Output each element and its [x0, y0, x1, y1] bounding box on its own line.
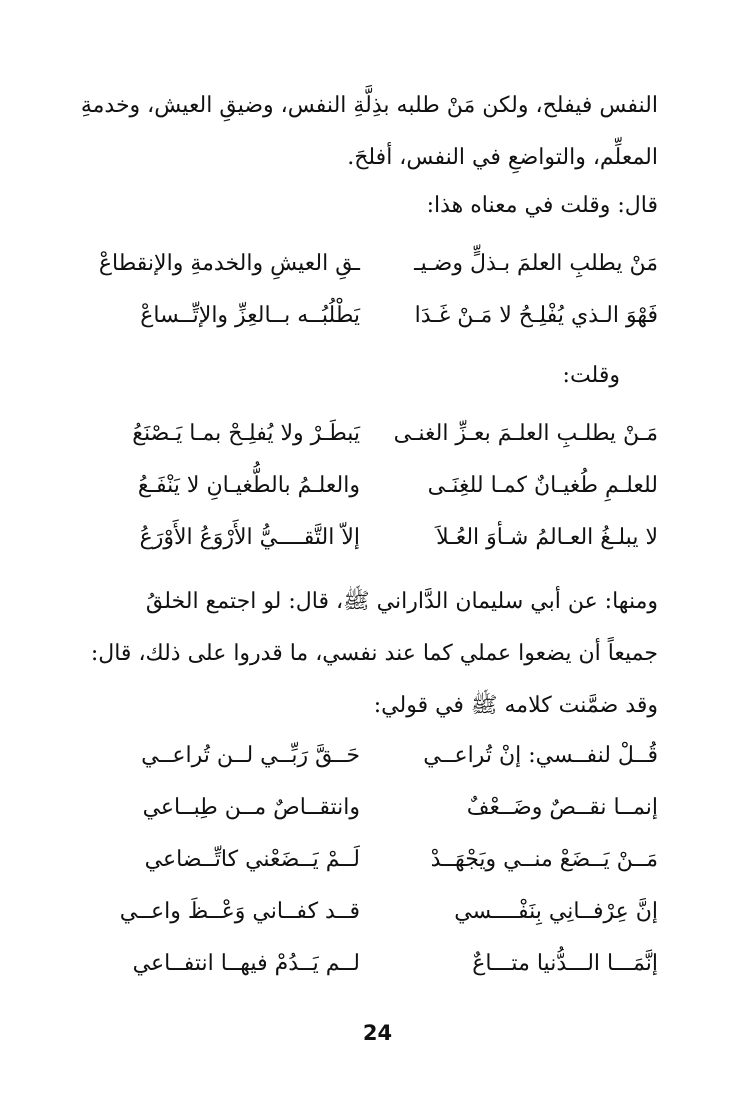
verse-first-hemistich: مَــنْ يَــضَعْ منــي ويَجْهَــدْ: [430, 847, 658, 872]
verse-first-hemistich: للعلـمِ طُغيـانٌ كمـا للغِنَـى: [427, 473, 658, 498]
verse-line: [90, 938, 658, 990]
verse-line: [90, 408, 658, 460]
verse-line: [90, 782, 658, 834]
verse-second-hemistich: قــد كفــاني وَعْــظَ واعــي: [119, 899, 360, 924]
verse-first-hemistich: مَنْ يطلبِ العلمَ بـذلٍّ وضـيـ: [414, 251, 658, 276]
page-number: 24: [362, 1021, 393, 1045]
verse-first-hemistich: لا يبلـغُ العـالمُ شـأوَ العُـلاَ: [436, 525, 658, 550]
verse-line: [90, 834, 658, 886]
verse-line: [90, 512, 658, 564]
verse-second-hemistich: لــم يَــدُمْ فيهــا انتفــاعي: [132, 951, 360, 976]
prose-line: ومنها: عن أبي سليمان الدَّاراني ﷺ، قال: لو اجتمع الخلقُ: [145, 589, 658, 614]
prose-line: المعلِّم، والتواضعِ في النفس، أفلحَ.: [347, 145, 658, 170]
verse-line: [90, 290, 658, 342]
verse-first-hemistich: مَـنْ يطلـبِ العلـمَ بعـزِّ الغنـى: [393, 421, 658, 446]
verse-intro: وقلت:: [562, 363, 620, 388]
verse-second-hemistich: يَبطَـرْ ولا يُفلِـحْ بمـا يَـصْنَعُ: [132, 421, 360, 446]
prose-line: وقد ضمَّنت كلامه ﷺ في قولي:: [373, 693, 658, 718]
verse-second-hemistich: والعلـمُ بالطُّغيـانِ لا يَنْفَـعُ: [137, 473, 360, 498]
paragraph-opening: [80, 80, 658, 184]
verse-second-hemistich: إلاّ التَّقــــيُّ الأَرْوَعُ الأَوْرَعُ: [139, 525, 360, 550]
verse-second-hemistich: وانتقــاصٌ مــن طِبــاعي: [142, 795, 360, 820]
verse-line: [90, 886, 658, 938]
verse-line: [90, 730, 658, 782]
verse-first-hemistich: إنمــا نقــصٌ وضَــعْفٌ: [466, 795, 658, 820]
verse-first-hemistich: إنَّمَـــا الـــدُّنيا متـــاعٌ: [472, 951, 658, 976]
verse-first-hemistich: إنَّ عِرْفــانِي بِنَفْــــسي: [454, 899, 658, 924]
prose-line: النفس فيفلح، ولكن مَنْ طلبه بذِلَّةِ النفس، وضيقِ العيش، وخدمةِ: [80, 93, 658, 118]
prose-line: جميعاً أن يضعوا عملي كما عند نفسي، ما قدروا على ذلك، قال:: [90, 641, 658, 666]
verse-line: [90, 238, 658, 290]
verse-first-hemistich: قُــلْ لنفــسي: إنْ تُراعــي: [423, 743, 658, 768]
verse-line: [90, 460, 658, 512]
verse-second-hemistich: يَطْلُبُــه بــالعِزِّ والإتِّــساعْ: [140, 303, 360, 328]
verse-intro: قال: وقلت في معناه هذا:: [426, 193, 658, 218]
verse-second-hemistich: ـقِ العيشِ والخدمةِ والإنقطاعْ: [98, 251, 360, 276]
verse-second-hemistich: لَــمْ يَــضَعْني كاتِّــضاعي: [144, 847, 360, 872]
verse-second-hemistich: حَــقَّ رَبِّــي لــن تُراعــي: [141, 743, 360, 768]
paragraph-darani: [90, 576, 658, 732]
verse-first-hemistich: فَهْوَ الـذي يُفْلِـحُ لا مَـنْ غَـدَا: [414, 303, 658, 328]
